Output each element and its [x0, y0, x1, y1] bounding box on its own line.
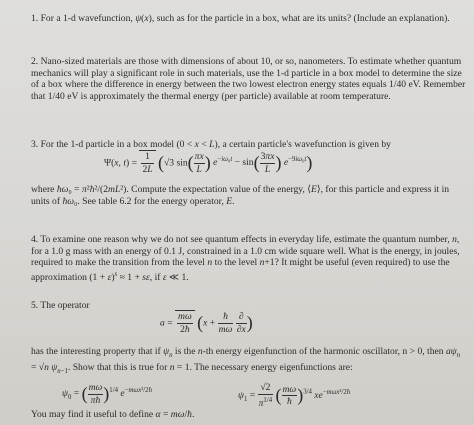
psi0-equation: $\psi_0$ = ( $\frac{m\omega}{\pi ħ}$ )$^{1/4}$ $e^{-m\omega x^2/2ħ}$: [62, 382, 152, 406]
question-3: [31, 139, 467, 151]
question-3-equation: Ψ(x, t) = $\frac{1}{2L}$ (√3 sin( $\frac{\pi x}{L}$ ) $e^{-i\omega_0t} - \sin$( $\frac{3\pi x}{L}$ ) $e^{-9i\omega_0t}$): [104, 151, 313, 175]
question-2: [31, 56, 467, 102]
question-4: [31, 234, 467, 284]
question-3-intro: 3. For the 1-d particle in a box model (0 < x < L), a certain particle's wavefunction is given by: [31, 139, 391, 150]
question-1-text: 1. For a 1-d wavefunction, ψ(x), such as for the particle in a box, what are its units? (Include an explanation).: [31, 13, 450, 24]
question-2-text: 2. Nano-sized materials are those with dimensions of about 10, or so, nanometers. To estimate whether quantum mechanics will play a significant role in such materials, use the 1-d particle in a box model to determine the size of a box where the difference in energy between the two lowest electron energy states equals 1/40 eV. Remember that 1/40 eV is approximately the thermal energy (per particle) available at room temperature.: [31, 56, 466, 102]
question-5-title: 5. The operator: [31, 300, 90, 311]
question-4-text: 4. To examine one reason why we do not see quantum effects in everyday life, estimate the quantum number, n, for a 1.0 g mass with an energy of 0.1 J, constrained in a 1.0 cm wide square well. What is the energy, in joules, required to make the transition from the level n to the level n+1? It might be useful (even required) to use the approximation $(1 + \varepsilon)^s \approx 1 + s\varepsilon$, if ε ≪ 1.: [31, 234, 460, 283]
psi1-equation: $\psi_1$ = $\frac{√2}{\pi^{1/4}}$ ( $\frac{m\omega}{ħ}$ )$^{3/4}$ $xe^{-m\omega x^2/2ħ}$: [238, 382, 351, 409]
question-5-operator-equation: a = $\frac{m\omega}{2ħ}$ (x + $\frac{ħ}{m\omega}$ $\frac{\partial}{\partial x}$ ): [160, 311, 253, 335]
question-1: [31, 13, 467, 25]
question-5-body: has the interesting property that if $\psi_n$ is the n-th energy eigenfunction of the harmonic oscillator, n > 0, then $a\psi_n = √n$ $\psi_{n-1}$. Show that this is true for n = 1. The necessary energy eigenfunctions are:: [31, 346, 461, 375]
question-5-footer: You may find it useful to define α = mω/ħ.: [31, 409, 195, 420]
question-3-after: where ħω₀ = π²ħ²/(2mL²). Compute the expectation value of the energy, ⟨E⟩, for this particle and express it in units of ħω₀. See table 6.2 for the energy operator, E.: [31, 184, 450, 207]
